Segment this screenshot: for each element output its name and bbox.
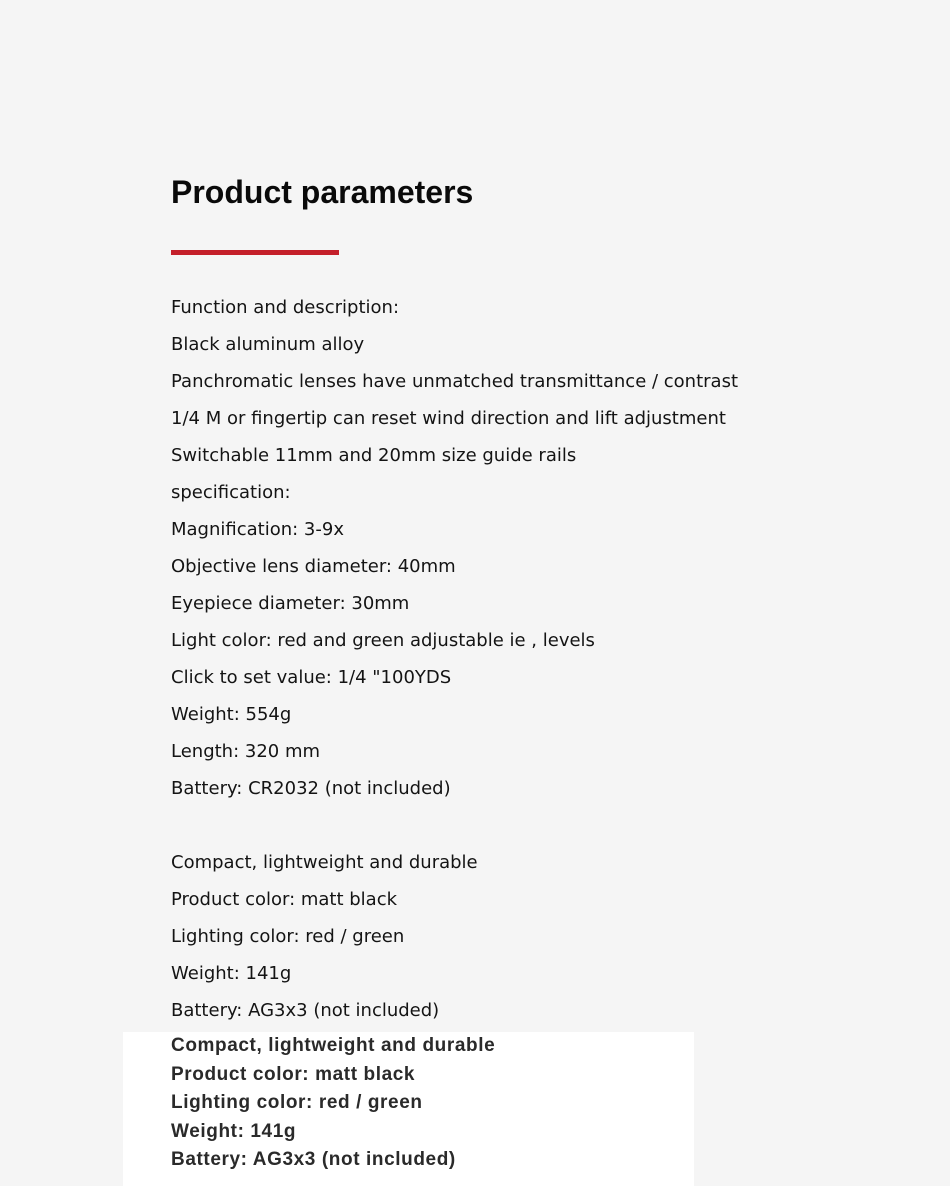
strip-list (171, 1032, 495, 1175)
spec-line: Eyepiece diameter: 30mm (171, 593, 410, 614)
strip-line: Lighting color: red / green (171, 1092, 423, 1113)
strip-line: Compact, lightweight and durable (171, 1035, 496, 1056)
strip-line: Weight: 141g (171, 1120, 297, 1142)
page-title: Product parameters (171, 174, 474, 210)
strip-line: Battery: AG3x3 (not included) (171, 1149, 456, 1170)
spec-line: Switchable 11mm and 20mm size guide rails (171, 445, 577, 466)
title-underline (171, 250, 339, 255)
spec-line: Light color: red and green adjustable ie , levels (171, 630, 595, 651)
spec-line: Black aluminum alloy (171, 334, 365, 355)
spec-image-strip (123, 1032, 694, 1186)
spec-line: Panchromatic lenses have unmatched transmittance / contrast (171, 371, 739, 392)
spec-line: Length: 320 mm (171, 741, 321, 762)
spec-line: Battery: CR2032 (not included) (171, 778, 451, 799)
spec-line: Weight: 554g (171, 704, 292, 725)
spec-line: 1/4 M or fingertip can reset wind direction and lift adjustment (171, 408, 726, 429)
strip-line: Product color: matt black (171, 1063, 416, 1085)
spec-spacer (171, 807, 771, 844)
spec-line: Function and description: (171, 297, 400, 318)
spec-line: Compact, lightweight and durable (171, 852, 478, 873)
spec-line: Weight: 141g (171, 963, 292, 984)
spec-line: Magnification: 3-9x (171, 519, 344, 540)
spec-line: Objective lens diameter: 40mm (171, 556, 456, 577)
spec-line: Lighting color: red / green (171, 926, 405, 947)
spec-line: Battery: AG3x3 (not included) (171, 1000, 440, 1021)
spec-line: Click to set value: 1/4 "100YDS (171, 667, 452, 688)
spec-line: Product color: matt black (171, 889, 398, 910)
spec-list (171, 289, 771, 1029)
spec-line: specification: (171, 482, 291, 503)
